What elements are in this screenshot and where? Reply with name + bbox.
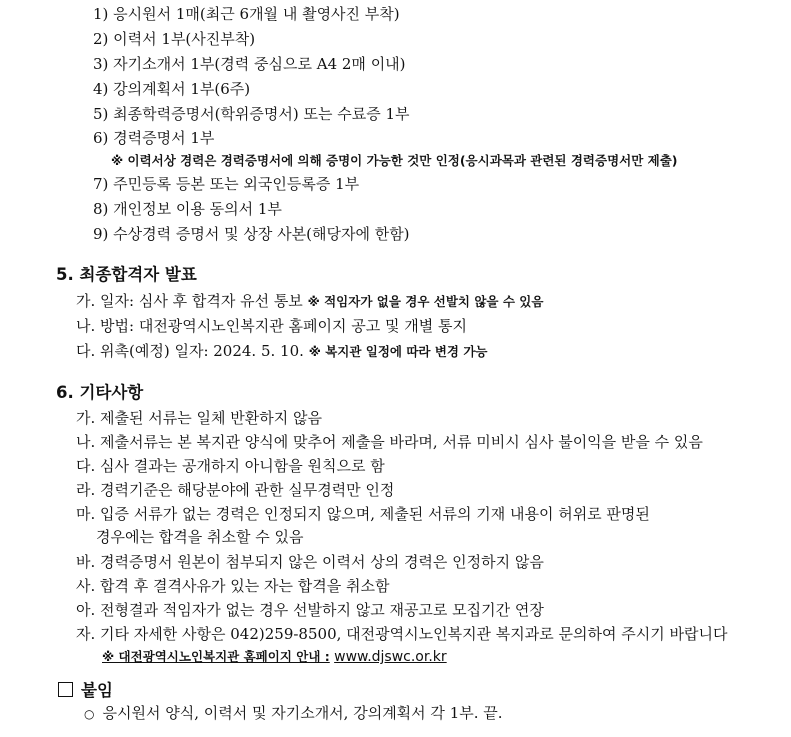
section6-item: 사. 합격 후 결격사유가 있는 자는 합격을 취소함 bbox=[76, 577, 390, 595]
attachment-item bbox=[84, 703, 503, 724]
section6-item-cont: 경우에는 합격을 취소할 수 있음 bbox=[96, 528, 304, 546]
attachment-heading bbox=[58, 681, 113, 701]
doc-item-8: 8) 개인정보 이용 동의서 1부 bbox=[93, 200, 282, 218]
section5-title: 5. 최종합격자 발표 bbox=[56, 265, 197, 284]
homepage-url[interactable]: www.djswc.or.kr bbox=[334, 649, 447, 665]
doc-item-9: 9) 수상경력 증명서 및 상장 사본(해당자에 한함) bbox=[93, 225, 410, 243]
section6-item: 마. 입증 서류가 없는 경력은 인정되지 않으며, 제출된 서류의 기재 내용이 허위로 판명된 bbox=[76, 505, 650, 523]
doc-item-2: 2) 이력서 1부(사진부착) bbox=[93, 30, 256, 48]
attachment-title: 붙임 bbox=[81, 681, 113, 700]
section6-item: 아. 전형결과 적임자가 없는 경우 선발하지 않고 재공고로 모집기간 연장 bbox=[76, 601, 544, 619]
section5-item-na: 나. 방법: 대전광역시노인복지관 홈페이지 공고 및 개별 통지 bbox=[76, 317, 467, 335]
section6-item: 가. 제출된 서류는 일체 반환하지 않음 bbox=[76, 409, 322, 427]
section6-item: 바. 경력증명서 원본이 첨부되지 않은 이력서 상의 경력은 인정하지 않음 bbox=[76, 553, 544, 571]
doc-item-4: 4) 강의계획서 1부(6주) bbox=[93, 80, 251, 98]
career-note: ※ 이력서상 경력은 경력증명서에 의해 증명이 가능한 것만 인정(응시과목과 관련된 경력증명서만 제출) bbox=[111, 153, 678, 168]
section5-item-da-text: 다. 위촉(예정) 일자: 2024. 5. 10. bbox=[76, 342, 304, 360]
attachment-item-text: 응시원서 양식, 이력서 및 자기소개서, 강의계획서 각 1부. 끝. bbox=[102, 704, 503, 722]
section5-item-ga-text: 가. 일자: 심사 후 합격자 유선 통보 bbox=[76, 292, 303, 310]
section5-item-da bbox=[76, 341, 488, 362]
doc-item-5: 5) 최종학력증명서(학위증명서) 또는 수료증 1부 bbox=[93, 105, 410, 123]
doc-item-7: 7) 주민등록 등본 또는 외국인등록증 1부 bbox=[93, 175, 360, 193]
homepage-note bbox=[102, 647, 447, 667]
circle-bullet-icon: ○ bbox=[84, 707, 95, 721]
section6-title: 6. 기타사항 bbox=[56, 383, 144, 402]
section5-item-ga-note: ※ 적임자가 없을 경우 선발치 않을 수 있음 bbox=[307, 294, 544, 309]
section6-item: 라. 경력기준은 해당분야에 관한 실무경력만 인정 bbox=[76, 481, 395, 499]
section6-item: 나. 제출서류는 본 복지관 양식에 맞추어 제출을 바라며, 서류 미비시 심사 불이익을 받을 수 있음 bbox=[76, 433, 703, 451]
checkbox-icon bbox=[58, 682, 73, 697]
homepage-note-prefix: ※ 대전광역시노인복지관 홈페이지 안내 : bbox=[102, 649, 330, 664]
section6-item: 자. 기타 자세한 사항은 042)259-8500, 대전광역시노인복지관 복지과로 문의하여 주시기 바랍니다 bbox=[76, 625, 728, 643]
doc-item-3: 3) 자기소개서 1부(경력 중심으로 A4 2매 이내) bbox=[93, 55, 406, 73]
doc-item-1: 1) 응시원서 1매(최근 6개월 내 촬영사진 부착) bbox=[93, 5, 400, 23]
section5-item-ga bbox=[76, 291, 543, 312]
section6-item: 다. 심사 결과는 공개하지 아니함을 원칙으로 함 bbox=[76, 457, 385, 475]
section5-item-da-note: ※ 복지관 일정에 따라 변경 가능 bbox=[308, 344, 488, 359]
doc-item-6: 6) 경력증명서 1부 bbox=[93, 129, 215, 147]
